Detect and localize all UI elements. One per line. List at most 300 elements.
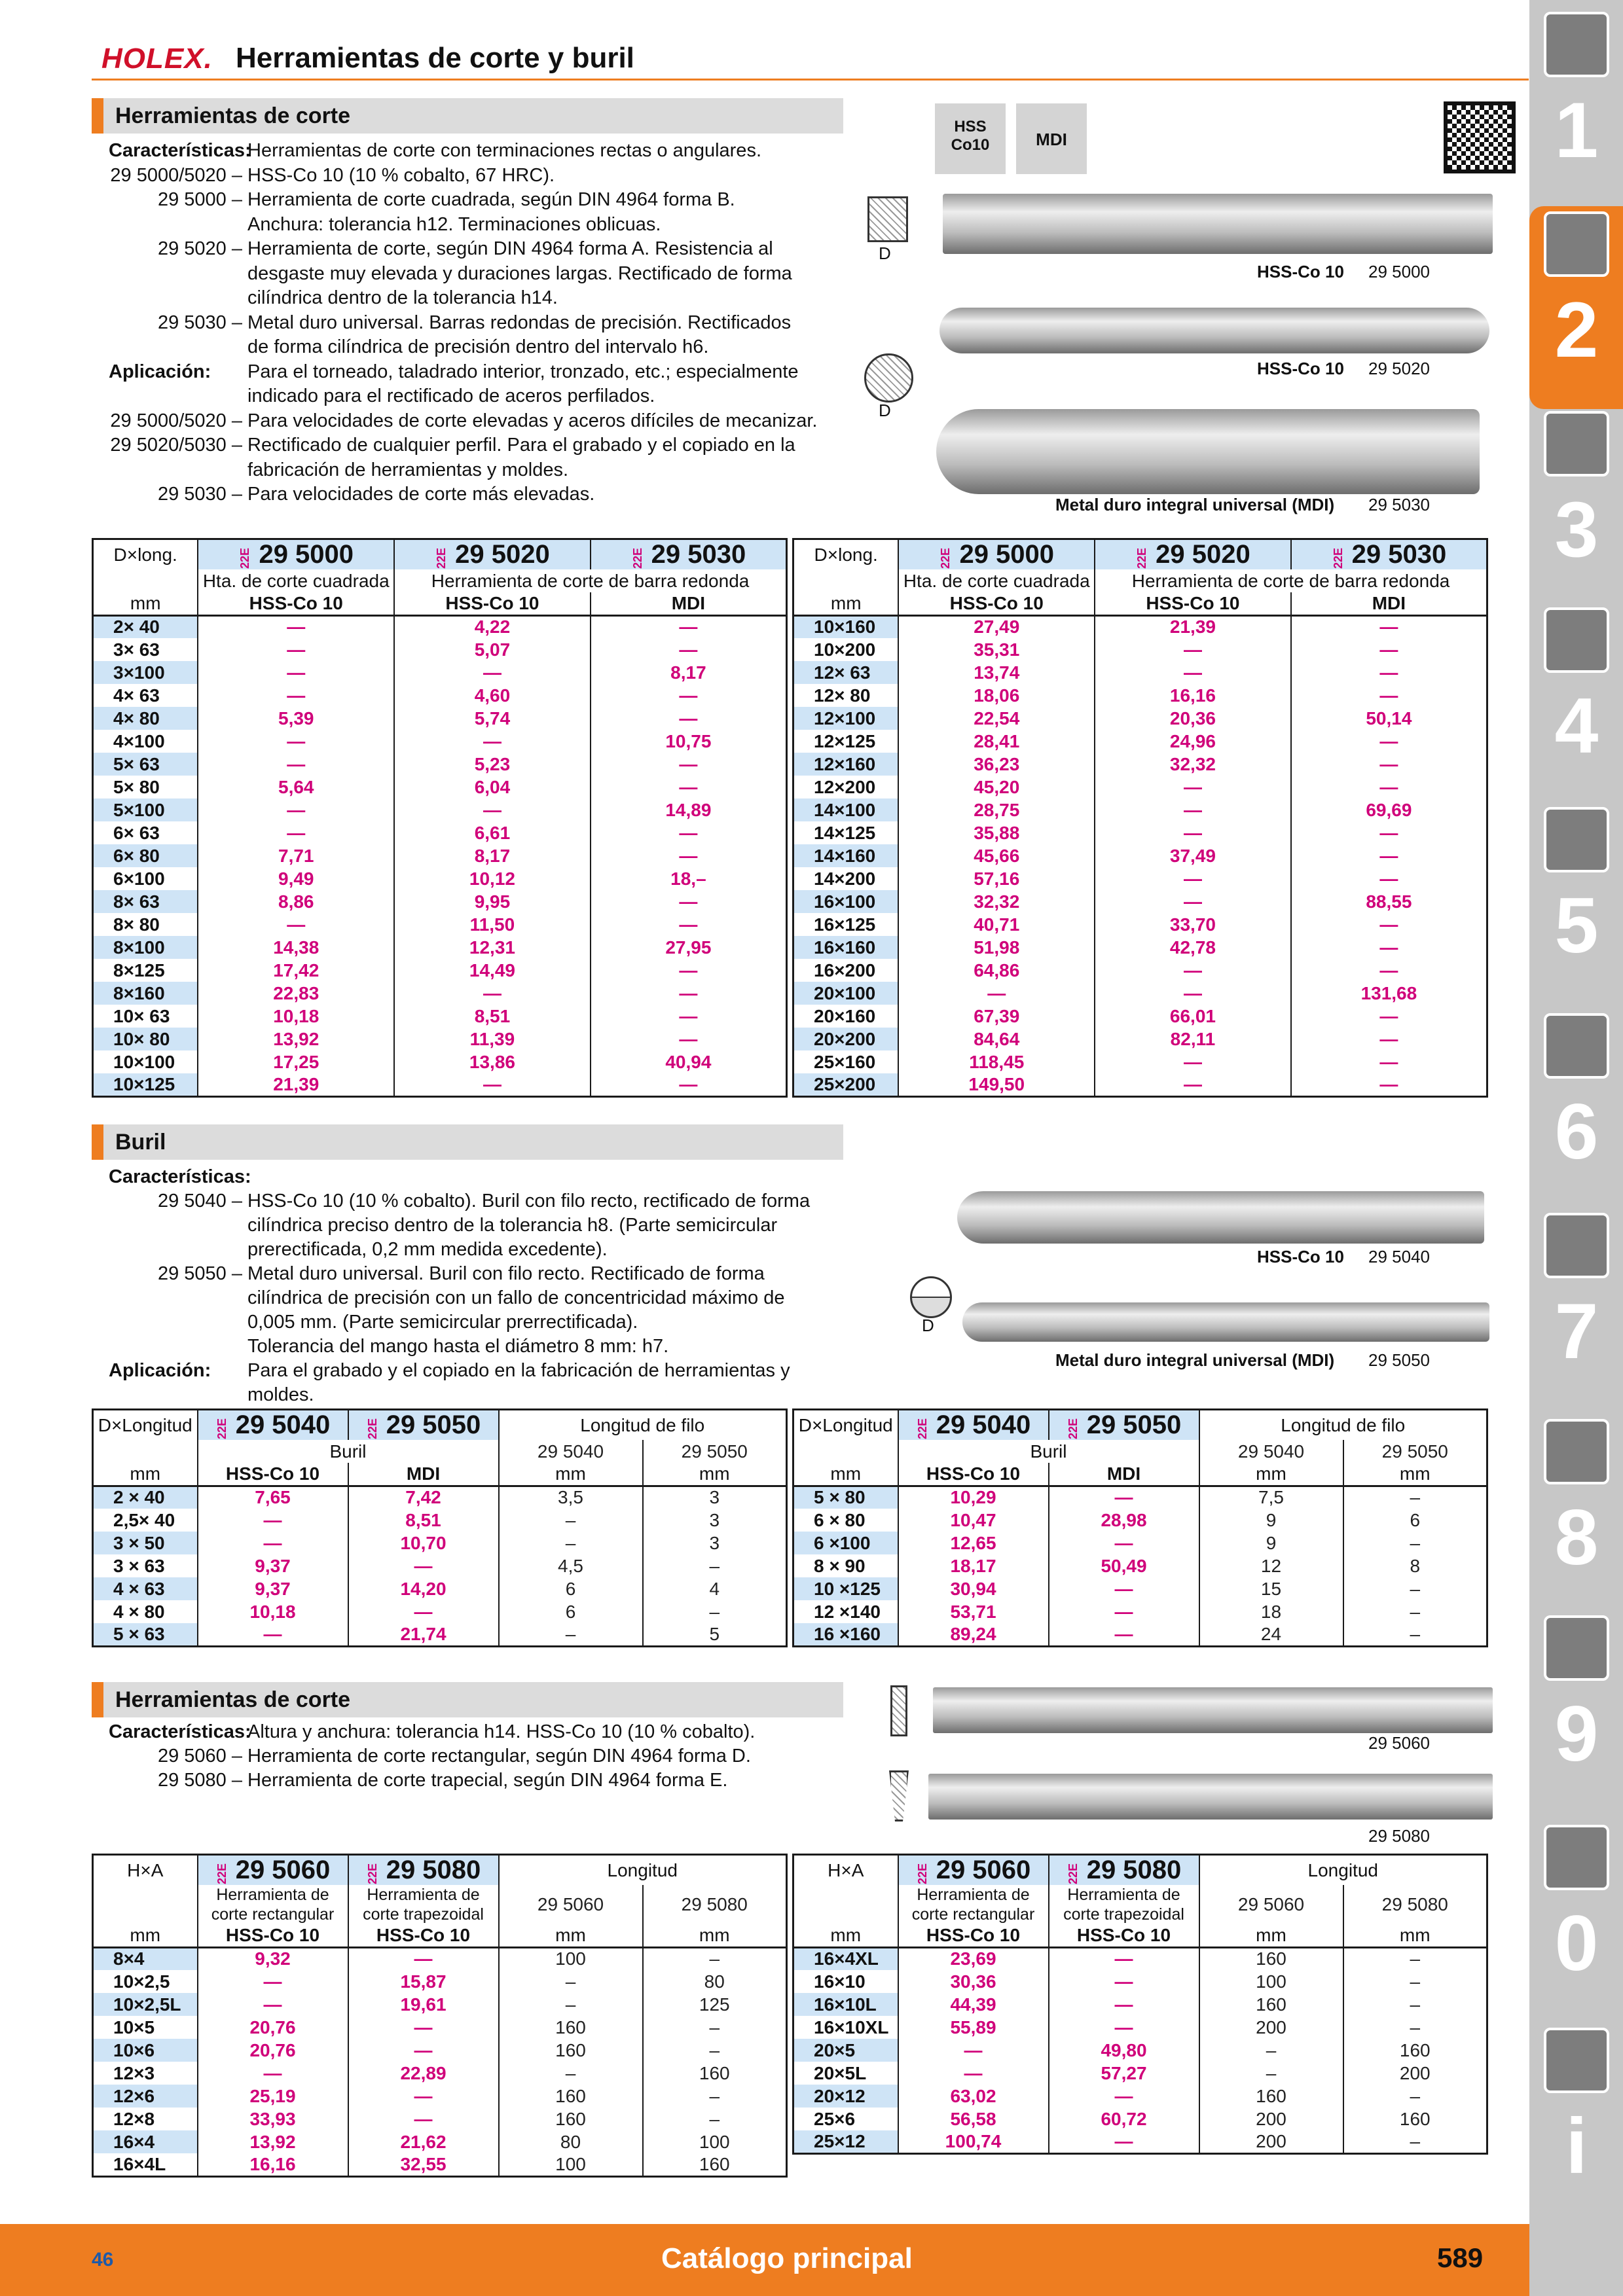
code-label: 29 5080 (1368, 1826, 1430, 1846)
section-accent (92, 98, 103, 134)
table-cell: 10,29 (898, 1486, 1049, 1509)
line-label: Características: (109, 1721, 251, 1742)
table-cell: — (198, 684, 394, 707)
table-cell: 23,69 (898, 1947, 1049, 1970)
caliper-icon (1544, 607, 1609, 673)
table-cell: 24,96 (1095, 730, 1291, 753)
code-label: 29 5040 (1368, 1247, 1430, 1266)
table-corte-right (792, 538, 1488, 1098)
length-header: Longitud de filo (1199, 1410, 1487, 1441)
line-text: Para velocidades de corte elevadas y aceros difíciles de mecanizar. (247, 410, 818, 431)
grade-label: Metal duro integral universal (MDI) (1055, 1350, 1335, 1370)
page-number: 589 (1437, 2242, 1484, 2273)
table-cell: 14×200 (793, 867, 899, 890)
table-cell: 5 × 80 (793, 1486, 898, 1509)
table-cell: 4,60 (394, 684, 591, 707)
table-row (793, 1947, 1487, 1970)
table-row (93, 844, 787, 867)
line-text: Tolerancia del mango hasta el diámetro 8 mm: h7. (247, 1336, 669, 1357)
table-cell: 14,20 (348, 1577, 499, 1600)
material-header: HSS-Co 10 (898, 1463, 1049, 1486)
material-header: HSS-Co 10 (898, 592, 1095, 615)
table-cell: 2 × 40 (93, 1486, 198, 1509)
table-row (93, 2085, 787, 2108)
table-cell: 20×12 (793, 2085, 898, 2108)
line-label: 29 5020 – (157, 238, 242, 259)
desc-header: Hta. de corte cuadrada (198, 569, 394, 592)
table-cell: – (1343, 1623, 1487, 1646)
table-cell: – (643, 1947, 787, 1970)
table-cell: 10×2,5L (93, 1993, 198, 2016)
sidebar-tab-3[interactable] (1539, 406, 1614, 609)
table-cell: 5× 80 (93, 776, 198, 798)
material-header: MDI (348, 1463, 499, 1486)
table-cell: — (1049, 1577, 1199, 1600)
table-cell: 6 × 80 (793, 1509, 898, 1532)
table-row (93, 2062, 787, 2085)
table-cell: 5 × 63 (93, 1623, 198, 1646)
table-cell: 16×160 (793, 936, 899, 959)
table-cell: 14×100 (793, 798, 899, 821)
table-cell: 20×160 (793, 1005, 899, 1028)
tool-image-295040 (957, 1191, 1484, 1244)
table-row (93, 1005, 787, 1028)
table-row (93, 798, 787, 821)
table-cell: — (1291, 844, 1487, 867)
table-cell: 37,49 (1095, 844, 1291, 867)
sidebar-tab-0[interactable] (1539, 1820, 1614, 2022)
table-cell: 42,78 (1095, 936, 1291, 959)
table-cell: — (348, 1600, 499, 1623)
table-cell: 10×2,5 (93, 1970, 198, 1993)
table-buril-left (92, 1408, 788, 1647)
table-cell: 9,49 (198, 867, 394, 890)
table-cell: — (1291, 615, 1487, 638)
table-cell: 32,55 (348, 2153, 499, 2176)
section-accent (92, 1124, 103, 1160)
sidebar-tab-6[interactable] (1539, 1008, 1614, 1211)
sidebar-tab-1[interactable] (1539, 7, 1614, 209)
table-cell: 12×3 (93, 2062, 198, 2085)
table-cell: — (1291, 959, 1487, 982)
line-label: 29 5040 – (157, 1191, 242, 1211)
sidebar-tab-number: 6 (1554, 1088, 1599, 1175)
table-cell: — (198, 2062, 348, 2085)
table-cell: 160 (499, 2108, 643, 2130)
material-header: HSS-Co 10 (1049, 1924, 1199, 1947)
table-cell: 12×160 (793, 753, 899, 776)
table-cell: 6 (499, 1600, 643, 1623)
table-cell: — (394, 798, 591, 821)
line-text: indicado para el rectificado de aceros perfilados. (247, 386, 655, 406)
table-cell: 9 (1199, 1532, 1343, 1554)
table-cell: 28,41 (898, 730, 1095, 753)
table-cell: 13,92 (198, 2130, 348, 2153)
table-cell: — (1049, 1623, 1199, 1646)
code-label: 29 5000 (1368, 262, 1430, 281)
table-cell: — (1095, 959, 1291, 982)
table-cell: – (1343, 1486, 1487, 1509)
table-cell: 28,75 (898, 798, 1095, 821)
table-cell: 10,75 (591, 730, 787, 753)
table-cell: 10×160 (793, 615, 899, 638)
table-cell: – (1343, 1532, 1487, 1554)
table-cell: 8,86 (198, 890, 394, 913)
table-cell: 21,74 (348, 1623, 499, 1646)
table-cell: — (591, 1028, 787, 1050)
table-cell: 8× 63 (93, 890, 198, 913)
table-cell: 50,14 (1291, 707, 1487, 730)
code-header: 22E 29 5040 (198, 1410, 348, 1441)
table-row (93, 2016, 787, 2039)
table-cell: 40,94 (591, 1050, 787, 1073)
table-cell: — (1095, 798, 1291, 821)
footer-title: Catálogo principal (661, 2242, 913, 2274)
table-cell: 57,27 (1049, 2062, 1199, 2085)
page-title: Herramientas de corte y buril (236, 42, 634, 74)
table-cell: 32,32 (1095, 753, 1291, 776)
table-cell: — (198, 1509, 348, 1532)
table-cell: 11,39 (394, 1028, 591, 1050)
table-row (93, 638, 787, 661)
line-label: 29 5000/5020 – (110, 164, 242, 186)
table-cell: 16 ×160 (793, 1623, 898, 1646)
table-cell: — (394, 661, 591, 684)
material-header: MDI (1049, 1463, 1199, 1486)
table-cell: 160 (643, 2153, 787, 2176)
grade-label: HSS-Co 10 (1257, 1247, 1344, 1266)
table-cell: 10,18 (198, 1005, 394, 1028)
table-cell: — (591, 844, 787, 867)
info-icon (1544, 2028, 1609, 2093)
table-cell: 12×8 (93, 2108, 198, 2130)
table-cell: — (1291, 730, 1487, 753)
line-text: Para el torneado, taladrado interior, tronzado, etc.; especialmente (247, 361, 799, 382)
table-row (93, 2153, 787, 2176)
line-label: Características: (109, 140, 251, 161)
footer (0, 2224, 1529, 2296)
unit-header: mm (499, 1463, 643, 1486)
table-cell: 10×100 (93, 1050, 198, 1073)
table-cell: 12 ×140 (793, 1600, 898, 1623)
table-cell: 25×12 (793, 2130, 898, 2153)
line-text: Herramientas de corte con terminaciones rectas o angulares. (247, 140, 761, 161)
table-row (793, 2130, 1487, 2153)
table-cell: 18 (1199, 1600, 1343, 1623)
material-header: HSS-Co 10 (198, 1924, 348, 1947)
table-row (93, 661, 787, 684)
table-cell: 22,54 (898, 707, 1095, 730)
table-row (793, 2108, 1487, 2130)
material-header: HSS-Co 10 (1095, 592, 1291, 615)
symbol-d: D (879, 243, 891, 263)
insert-icon (1544, 211, 1609, 277)
table-cell: 5,39 (198, 707, 394, 730)
table-cell: 5× 63 (93, 753, 198, 776)
table-cell: 82,11 (1095, 1028, 1291, 1050)
table-row (793, 1970, 1487, 1993)
section-header-buril (92, 1124, 843, 1160)
tool-image-295020 (939, 308, 1489, 353)
length-header: Longitud (499, 1855, 787, 1886)
table-cell: 4× 63 (93, 684, 198, 707)
line-label: 29 5000 – (157, 189, 242, 210)
sidebar-tab-7[interactable] (1539, 1208, 1614, 1410)
table-cell: 33,70 (1095, 913, 1291, 936)
table-cell: 45,66 (898, 844, 1095, 867)
sidebar-tab-4[interactable] (1539, 602, 1614, 805)
round-section-icon (864, 353, 913, 403)
table-cell: 3 (643, 1486, 787, 1509)
table-row (793, 1028, 1487, 1050)
table-cell: 6,61 (394, 821, 591, 844)
table-cell: – (643, 1554, 787, 1577)
symbol-d: D (922, 1316, 934, 1335)
unit-header: mm (793, 1463, 898, 1486)
unit-header: mm (643, 1463, 787, 1486)
table-cell: 18,17 (898, 1554, 1049, 1577)
line-text: Anchura: tolerancia h12. Terminaciones oblicuas. (247, 213, 661, 235)
table-cell: 100,74 (898, 2130, 1049, 2153)
table-cell: — (591, 776, 787, 798)
table-row (93, 1028, 787, 1050)
table-cell: — (591, 1005, 787, 1028)
table-cell: — (591, 959, 787, 982)
line-text: de forma cilíndrica de precisión dentro del intervalo h6. (247, 336, 709, 357)
unit-header: mm (93, 1924, 198, 1947)
table-cell: — (1095, 867, 1291, 890)
unit-header: mm (793, 1924, 898, 1947)
line-text: Herramienta de corte, según DIN 4964 forma A. Resistencia al (247, 238, 773, 259)
length-header: Longitud (1199, 1855, 1487, 1886)
table-cell: 17,25 (198, 1050, 394, 1073)
table-cell: — (591, 638, 787, 661)
table-cell: — (198, 730, 394, 753)
table-cell: 13,74 (898, 661, 1095, 684)
sidebar-tab-number: 0 (1554, 1899, 1599, 1987)
table-cell: 57,16 (898, 867, 1095, 890)
table-row (793, 2039, 1487, 2062)
table-cell: 12 (1199, 1554, 1343, 1577)
table-cell: — (198, 1532, 348, 1554)
table-cell: 16×125 (793, 913, 899, 936)
table-cell: — (898, 2039, 1049, 2062)
desc-header: Herramienta de corte de barra redonda (1095, 569, 1487, 592)
table-cell: — (348, 2108, 499, 2130)
table-cell: 160 (1199, 1947, 1343, 1970)
code-label: 29 5020 (1368, 359, 1430, 378)
table-cell: 53,71 (898, 1600, 1049, 1623)
line-label: 29 5060 – (157, 1746, 242, 1767)
sidebar-tab-9[interactable] (1539, 1610, 1614, 1813)
table-cell: 14,89 (591, 798, 787, 821)
table-row (793, 890, 1487, 913)
table-cell: 25×200 (793, 1073, 899, 1096)
table-cell: — (1049, 1970, 1199, 1993)
table-cell: – (499, 1532, 643, 1554)
table-row (93, 1600, 787, 1623)
sidebar-tab-5[interactable] (1539, 802, 1614, 1005)
table-cell: 9,37 (198, 1577, 348, 1600)
table-row (793, 730, 1487, 753)
unit-header: mm (93, 592, 198, 615)
table-cell: 9 (1199, 1509, 1343, 1532)
table-cell: — (591, 821, 787, 844)
section-title: Buril (115, 1130, 166, 1155)
table-cell: 149,50 (898, 1073, 1095, 1096)
table-cell: 5,64 (198, 776, 394, 798)
table-cell: — (591, 684, 787, 707)
table-cell: — (394, 1073, 591, 1096)
table-row (93, 1050, 787, 1073)
table-cell: 35,31 (898, 638, 1095, 661)
tool-image-295000 (943, 194, 1493, 254)
table-cell: 10× 63 (93, 1005, 198, 1028)
unit-header: mm (1199, 1924, 1343, 1947)
table-cell: 9,95 (394, 890, 591, 913)
table-cell: 56,58 (898, 2108, 1049, 2130)
line-text: Herramienta de corte trapecial, según DIN 4964 forma E. (247, 1770, 728, 1791)
section-accent (92, 1682, 103, 1717)
table-cell: — (1095, 982, 1291, 1005)
table-row (793, 684, 1487, 707)
table-cell: 4 (643, 1577, 787, 1600)
table-cell: 8 × 90 (793, 1554, 898, 1577)
length-header: Longitud de filo (499, 1410, 787, 1441)
table-cell: — (198, 821, 394, 844)
table-cell: – (643, 1600, 787, 1623)
table-cell: – (499, 1970, 643, 1993)
table-row (93, 982, 787, 1005)
blank (93, 569, 198, 592)
line-text: Altura y anchura: tolerancia h14. HSS-Co 10 (10 % cobalto). (247, 1721, 756, 1742)
sidebar-tab-number: 2 (1554, 286, 1599, 374)
code-header: 22E 29 5000 (898, 539, 1095, 570)
table-cell: 25×6 (793, 2108, 898, 2130)
table-row (793, 936, 1487, 959)
line-text: desgaste muy elevada y duraciones largas. Rectificado de forma (247, 262, 792, 284)
qr-code (1444, 101, 1516, 173)
table-cell: – (1343, 1947, 1487, 1970)
code-subheader: 29 5040 (499, 1440, 643, 1463)
table-cell: 3 (643, 1532, 787, 1554)
table-cell: — (591, 890, 787, 913)
table-cell: 13,86 (394, 1050, 591, 1073)
table-row (93, 1623, 787, 1646)
table-row (793, 638, 1487, 661)
tool-image-295080 (928, 1774, 1493, 1820)
sidebar-tab-2[interactable] (1529, 206, 1623, 409)
table-row (93, 1554, 787, 1577)
table-cell: 3×100 (93, 661, 198, 684)
table-cell: 27,95 (591, 936, 787, 959)
sidebar-tab-info[interactable] (1539, 2022, 1614, 2225)
code-header: 22E 29 5030 (1291, 539, 1487, 570)
table-cell: 24 (1199, 1623, 1343, 1646)
grade-label: HSS-Co 10 (1257, 359, 1344, 378)
table-cell: 20,76 (198, 2016, 348, 2039)
table-cell: 84,64 (898, 1028, 1095, 1050)
chapter-sidebar (1529, 0, 1623, 2296)
table-cell: 160 (499, 2085, 643, 2108)
table-cell: – (499, 1623, 643, 1646)
table-cell: 51,98 (898, 936, 1095, 959)
table-cell: – (1199, 2039, 1343, 2062)
table-cell: 12×100 (793, 707, 899, 730)
sidebar-tab-8[interactable] (1539, 1414, 1614, 1617)
table-cell: 9,32 (198, 1947, 348, 1970)
table-cell: 20×5 (793, 2039, 898, 2062)
table-row (93, 776, 787, 798)
table-cell: — (898, 982, 1095, 1005)
table-cell: 20×200 (793, 1028, 899, 1050)
table-cell: — (1291, 1050, 1487, 1073)
table-row (93, 821, 787, 844)
table-cell: 12×200 (793, 776, 899, 798)
table-cell: — (591, 707, 787, 730)
table-cell: 49,80 (1049, 2039, 1199, 2062)
line-label: Aplicación: (109, 1360, 211, 1381)
line-label: 29 5030 – (157, 312, 242, 333)
code-subheader: 29 5040 (1199, 1440, 1343, 1463)
code-subheader: 29 5050 (643, 1440, 787, 1463)
table-row (793, 798, 1487, 821)
table-cell: 10×6 (93, 2039, 198, 2062)
table-cell: 10,12 (394, 867, 591, 890)
drill-icon (1544, 12, 1609, 77)
table-cell: 200 (1199, 2016, 1343, 2039)
table-row (793, 1577, 1487, 1600)
sidebar-tab-number: 5 (1554, 882, 1599, 969)
table-cell: 20×5L (793, 2062, 898, 2085)
badge-mdi: MDI (1016, 103, 1087, 174)
code-header: 22E 29 5080 (1049, 1855, 1199, 1886)
table-cell: — (1291, 821, 1487, 844)
table-row (93, 2039, 787, 2062)
column-header: D×long. (793, 539, 899, 570)
table-cell: — (348, 1947, 499, 1970)
section-header-corte-2 (92, 1682, 843, 1717)
table-cell: 22,89 (348, 2062, 499, 2085)
blank (93, 1885, 198, 1924)
table-cell: 80 (643, 1970, 787, 1993)
section-header-corte (92, 98, 843, 134)
table-cell: 100 (643, 2130, 787, 2153)
table-cell: 16×10 (793, 1970, 898, 1993)
workbench-icon (1544, 1615, 1609, 1681)
table-cell: 12×6 (93, 2085, 198, 2108)
unit-header: mm (1343, 1924, 1487, 1947)
table-row (793, 707, 1487, 730)
material-header: HSS-Co 10 (348, 1924, 499, 1947)
desc-header: Buril (198, 1440, 499, 1463)
tool-image-295050 (962, 1302, 1489, 1342)
table-row (93, 1532, 787, 1554)
semicircle-section-icon (910, 1276, 952, 1318)
code-header: 22E 29 5020 (1095, 539, 1291, 570)
table-row (793, 959, 1487, 982)
table-cell: — (1291, 936, 1487, 959)
table-cell: 100 (1199, 1970, 1343, 1993)
table-cell: – (1343, 2130, 1487, 2153)
table-cell: 11,50 (394, 913, 591, 936)
table-row (793, 1073, 1487, 1096)
table-cell: 14,49 (394, 959, 591, 982)
table-buril-right (792, 1408, 1488, 1647)
tap-icon (1544, 411, 1609, 476)
table-cell: 6× 80 (93, 844, 198, 867)
table-cell: 35,88 (898, 821, 1095, 844)
